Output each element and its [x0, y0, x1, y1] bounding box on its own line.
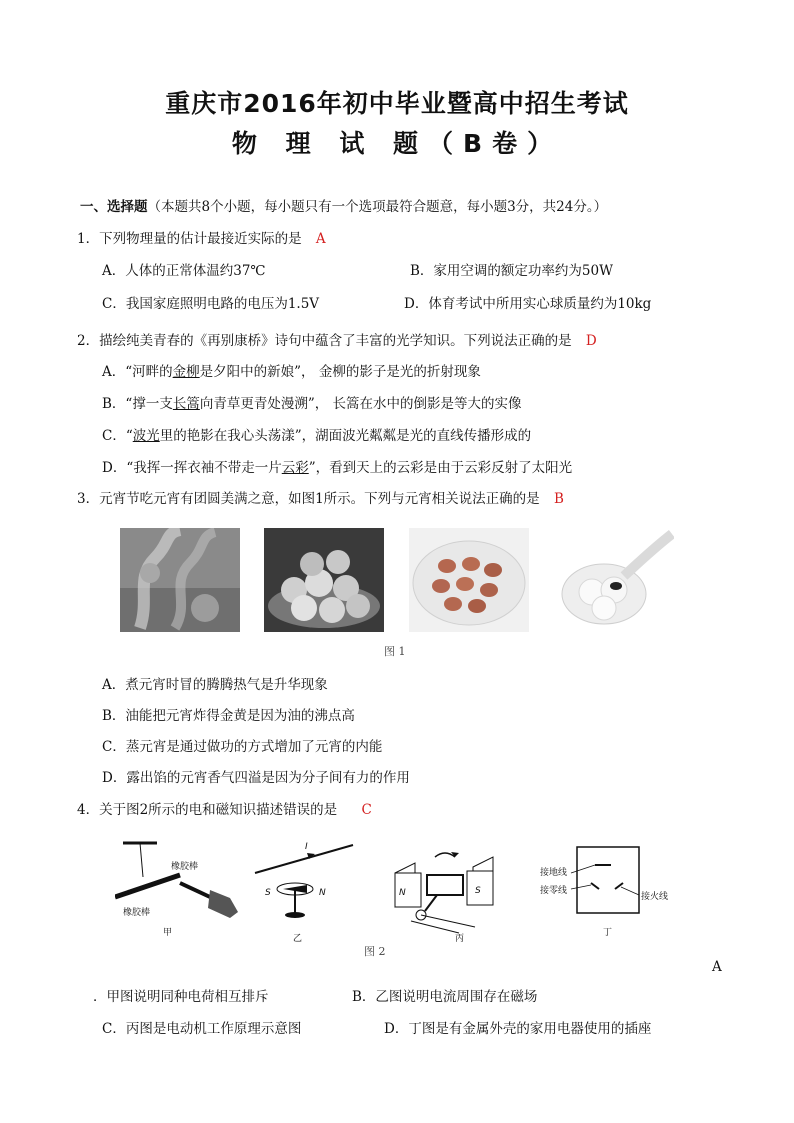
q2-c-pre: C．“ — [102, 428, 133, 444]
q1-stem — [77, 229, 326, 249]
q3-option-d: D．露出馅的元宵香气四溢是因为分子间有力的作用 — [102, 770, 410, 786]
ding-neutral-label: 接零线 — [540, 886, 568, 896]
section-label: 一、选择题 — [80, 199, 148, 215]
q1-option-a: A．人体的正常体温约37℃ — [102, 263, 266, 279]
stray-mark: A — [712, 959, 722, 975]
yi-label: 乙 — [293, 934, 303, 944]
q2-b-post: 向青草更青处漫溯”， 长篙在水中的倒影是等大的实像 — [199, 396, 522, 412]
q2-answer: D — [585, 333, 597, 349]
q2-stem-text: 2．描绘纯美青春的《再别康桥》诗句中蕴含了丰富的光学知识。下列说法正确的是 — [77, 333, 572, 349]
fig1-caption: 图 1 — [384, 645, 406, 658]
q4-option-b: B．乙图说明电流周围存在磁场 — [352, 989, 538, 1005]
q1-answer: A — [315, 231, 326, 247]
q4-answer: C — [361, 802, 372, 818]
q1-option-b: B．家用空调的额定功率约为50W — [410, 263, 613, 279]
q3-option-c: C．蒸元宵是通过做功的方式增加了元宵的内能 — [102, 739, 383, 755]
fig1-steamed-yuanxiao-photo — [409, 528, 529, 632]
q2-a-underlined: 金柳 — [172, 364, 200, 380]
diagram-yi — [255, 842, 353, 944]
q4-stem — [77, 800, 372, 820]
jia-label: 甲 — [163, 928, 173, 938]
boiled-yuanxiao-image — [554, 528, 674, 632]
fig2-diagrams — [115, 835, 675, 960]
q3-option-a: A．煮元宵时冒的腾腾热气是升华现象 — [102, 677, 328, 693]
q2-d-post: ”，看到天上的云彩是由于云彩反射了太阳光 — [308, 460, 573, 476]
fig1-fried-yuanxiao-photo — [264, 528, 384, 632]
ding-label: 丁 — [603, 928, 613, 938]
q1-option-c: C．我国家庭照明电路的电压为1.5V — [102, 296, 320, 312]
q2-a-pre: A．“河畔的 — [102, 364, 173, 380]
section-desc: （本题共8个小题，每小题只有一个选项最符合题意，每小题3分，共24分。） — [147, 199, 608, 215]
q1-stem-text: 1．下列物理量的估计最接近实际的是 — [77, 231, 302, 247]
fig1-steam-photo — [120, 528, 240, 632]
jia-rod-label-1: 橡胶棒 — [171, 862, 199, 872]
q2-d-underlined: 云彩 — [281, 460, 309, 476]
page-subtitle: 物 理 试 题（B卷） — [231, 129, 563, 158]
steam-photo-image — [120, 528, 240, 632]
ding-live-label: 接火线 — [641, 892, 669, 902]
q2-option-a — [102, 362, 481, 382]
ding-ground-label: 接地线 — [540, 868, 568, 878]
q4-option-a: ．甲图说明同种电荷相互排斥 — [93, 989, 269, 1005]
q4-option-c: C．丙图是电动机工作原理示意图 — [102, 1021, 302, 1037]
q2-a-post: 是夕阳中的新娘”， 金柳的影子是光的折射现象 — [199, 364, 481, 380]
q4-stem-text: 4．关于图2所示的电和磁知识描述错误的是 — [77, 802, 338, 818]
bing-n-label: N — [399, 888, 406, 898]
q2-c-underlined: 波光 — [132, 428, 160, 444]
q3-answer: B — [553, 491, 564, 507]
q1-option-d: D．体育考试中所用实心球质量约为10kg — [404, 296, 652, 312]
fig2-caption: 图 2 — [364, 945, 386, 958]
section-header — [80, 197, 607, 217]
q4-option-d: D．丁图是有金属外壳的家用电器使用的插座 — [384, 1021, 652, 1037]
q2-b-underlined: 长篙 — [172, 396, 200, 412]
fig2-svg — [115, 835, 675, 960]
q2-option-b — [102, 394, 522, 414]
q2-option-d — [102, 458, 572, 478]
q2-b-pre: B．“撑一支 — [102, 396, 173, 412]
q2-option-c — [102, 426, 531, 446]
diagram-jia — [115, 843, 238, 938]
q3-stem-text: 3．元宵节吃元宵有团圆美满之意，如图1所示。下列与元宵相关说法正确的是 — [77, 491, 540, 507]
jia-rod-label-2: 橡胶棒 — [123, 908, 151, 918]
yi-current-label: I — [305, 842, 308, 852]
fig1-boiled-yuanxiao-photo — [554, 528, 674, 632]
steamed-yuanxiao-image — [409, 528, 529, 632]
page-title: 重庆市2016年初中毕业暨高中招生考试 — [165, 89, 629, 118]
yi-n-label: N — [319, 888, 326, 898]
q3-option-b: B．油能把元宵炸得金黄是因为油的沸点高 — [102, 708, 355, 724]
yi-s-label: S — [265, 888, 271, 898]
bing-label: 丙 — [455, 934, 465, 944]
diagram-bing — [395, 852, 493, 944]
q2-c-post: 里的艳影在我心头荡漾”，湖面波光粼粼是光的直线传播形成的 — [159, 428, 532, 444]
q2-d-pre: D．“我挥一挥衣袖不带走一片 — [102, 460, 282, 476]
fried-yuanxiao-image — [264, 528, 384, 632]
q2-stem — [77, 331, 597, 351]
diagram-ding — [540, 847, 668, 938]
q3-stem — [77, 489, 564, 509]
bing-s-label: S — [475, 886, 481, 896]
